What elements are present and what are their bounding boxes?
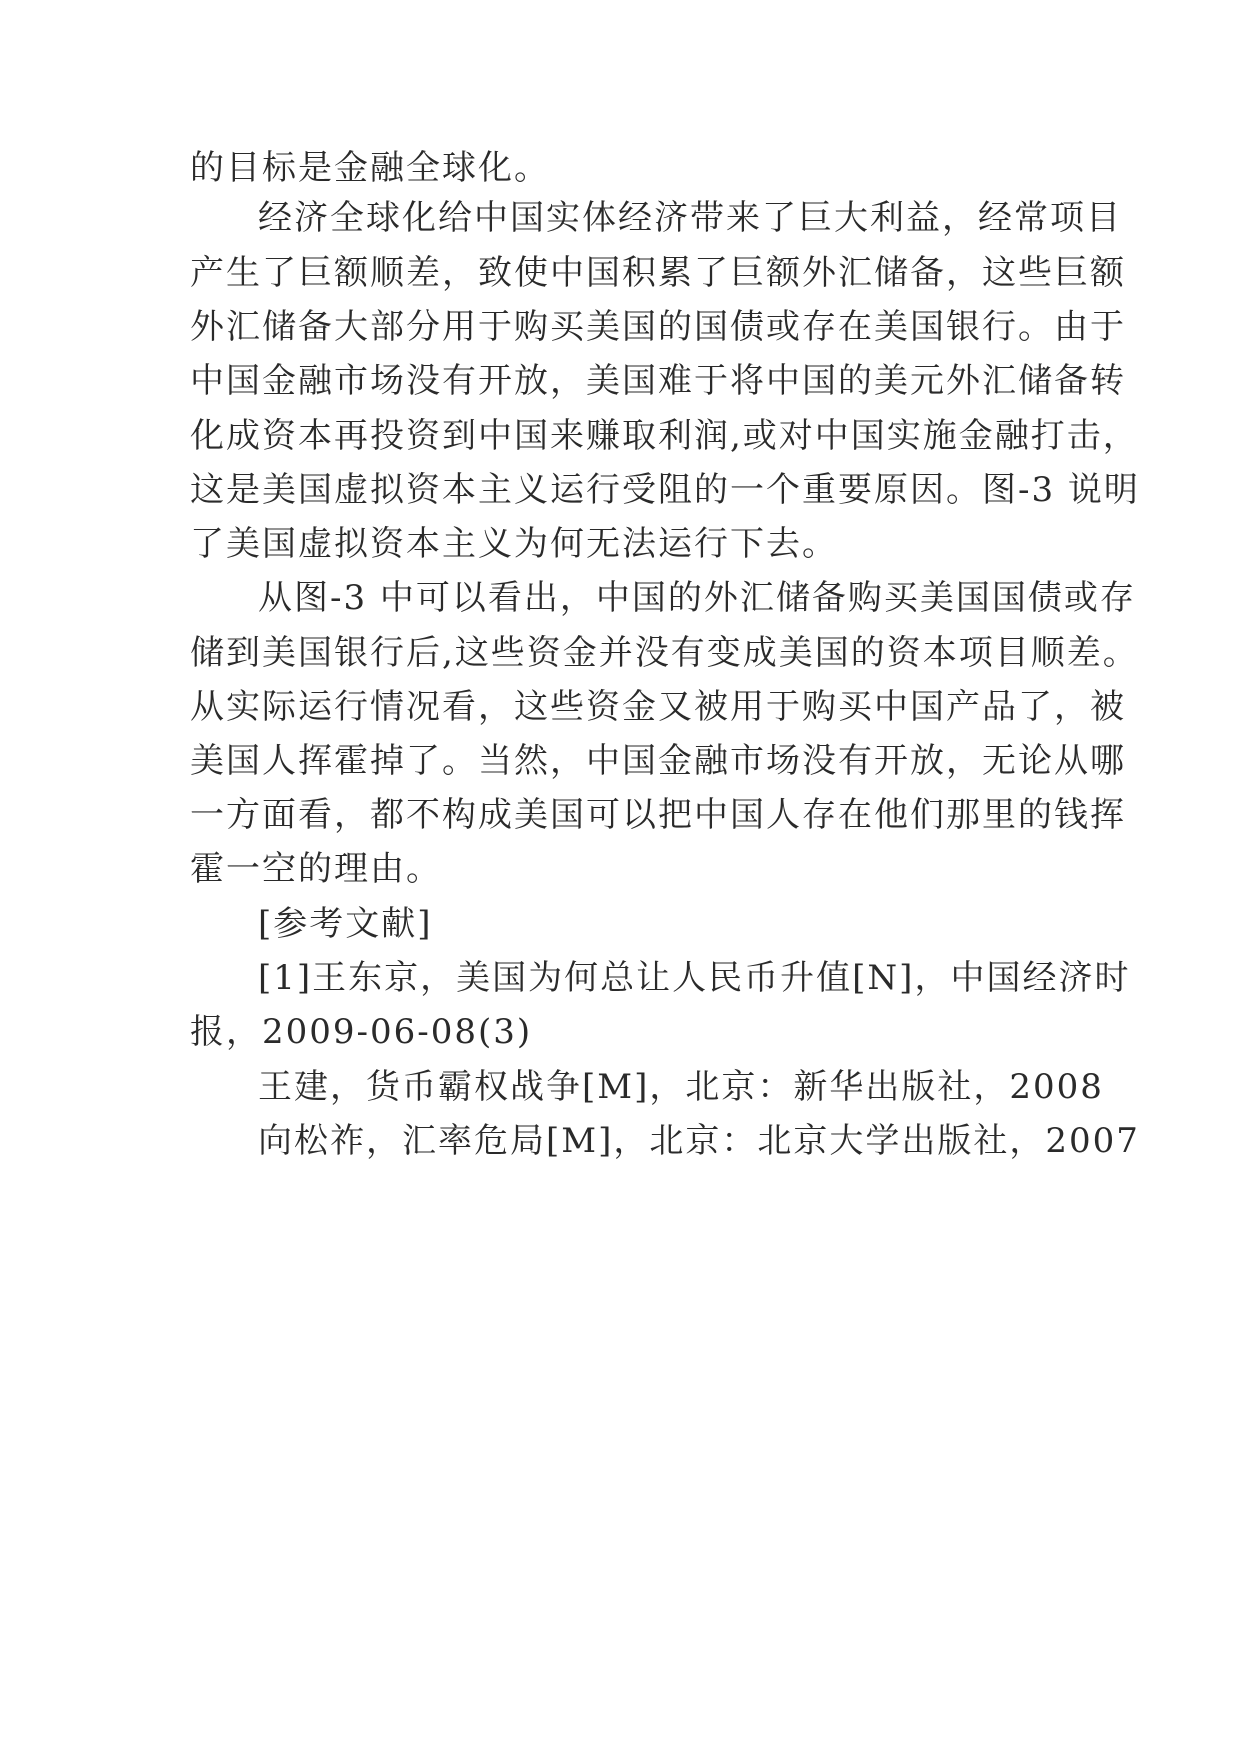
paragraph-line: 外汇储备大部分用于购买美国的国债或存在美国银行。由于 (190, 307, 1126, 347)
paragraph-line: 储到美国银行后,这些资金并没有变成美国的资本项目顺差。 (190, 633, 1139, 673)
references-heading: [参考文献] (258, 904, 433, 944)
paragraph-line: 从实际运行情况看，这些资金又被用于购买中国产品了，被 (190, 687, 1126, 727)
paragraph-line: 一方面看，都不构成美国可以把中国人存在他们那里的钱挥 (190, 795, 1126, 835)
paragraph-line: 美国人挥霍掉了。当然，中国金融市场没有开放，无论从哪 (190, 741, 1126, 781)
paragraph-line: 的目标是金融全球化。 (190, 148, 550, 188)
paragraph-line: 化成资本再投资到中国来赚取利润,或对中国实施金融打击， (190, 416, 1139, 456)
reference-item: 王建，货币霸权战争[M]，北京：新华出版社，2008 (258, 1067, 1104, 1107)
paragraph-line: 产生了巨额顺差，致使中国积累了巨额外汇储备，这些巨额 (190, 253, 1126, 293)
paragraph-line: 从图-3 中可以看出，中国的外汇储备购买美国国债或存 (258, 578, 1136, 618)
paragraph-line: 中国金融市场没有开放，美国难于将中国的美元外汇储备转 (190, 361, 1126, 401)
paragraph-line: 霍一空的理由。 (190, 849, 442, 889)
paragraph-line: 经济全球化给中国实体经济带来了巨大利益，经常项目 (258, 198, 1122, 238)
reference-item: [1]王东京，美国为何总让人民币升值[N]，中国经济时 (258, 958, 1131, 998)
paragraph-line: 这是美国虚拟资本主义运行受阻的一个重要原因。图-3 说明 (190, 470, 1140, 510)
paragraph-line: 了美国虚拟资本主义为何无法运行下去。 (190, 524, 838, 564)
reference-item: 报，2009-06-08(3) (190, 1012, 533, 1052)
reference-item: 向松祚，汇率危局[M]，北京：北京大学出版社，2007 (258, 1121, 1140, 1161)
